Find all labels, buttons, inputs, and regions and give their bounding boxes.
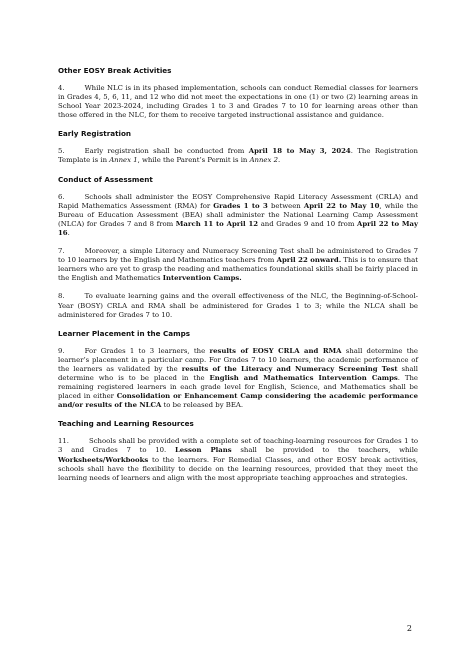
heading-teaching-resources: Teaching and Learning Resources <box>58 419 194 429</box>
paragraph-9: 9. For Grades 1 to 3 learners, the results of EOSY CRLA and RMA shall determine the learner’s placement in a particular camp. For Grades 7 to 10 learners, the academic performance of the learners as validated by the results of the Literacy and Numeracy Screening Test shall determine who is to be placed in the English and Mathematics Intervention Camps. The remaining registered learners in each grade level for English, Science, and Mathematics shall be placed in either Consolidation or Enhancement Camp considering the academic performance and/or results of the NLCA to be released by BEA. <box>58 346 418 410</box>
paragraph-6: 6. Schools shall administer the EOSY Comprehensive Rapid Literacy Assessment (CRLA) and Rapid Mathematics Assessment (RMA) for Grades 1 to 3 between April 22 to May 10, while the Bureau of Education Assessment (BEA) shall administer the National Learning Camp Assessment (NLCA) for Grades 7 and 8 from March 11 to April 12 and Grades 9 and 10 from April 22 to May 16. <box>58 192 418 237</box>
heading-early-registration: Early Registration <box>58 129 132 139</box>
page-number: 2 <box>406 624 412 633</box>
paragraph-11: 11. Schools shall be provided with a complete set of teaching-learning resources for Grades 1 to 3 and Grades 7 to 10. Lesson Plans shall be provided to the teachers, while Worksheets/Workbooks to the learners. For Remedial Classes, and other EOSY break activities, schools shall have the flexibility to decide on the learning resources, provided that they meet the learning needs of learners and align with the most appropriate teaching approaches and strategies. <box>58 437 418 482</box>
paragraph-8: 8. To evaluate learning gains and the overall effectiveness of the NLC, the Beginning-of-School-Year (BOSY) CRLA and RMA shall be administered for Grades 1 to 3; while the NLCA shall be administered for Grades 7 to 10. <box>58 292 418 319</box>
paragraph-4: 4. While NLC is in its phased implementation, schools can conduct Remedial classes for learners in Grades 4, 5, 6, 11, and 12 who did not meet the expectations in one (1) or two (2) learning areas in School Year 2023-2024, including Grades 1 to 3 and Grades 7 to 10 for learning areas other than those offered in the NLC, for them to receive targeted instructional assistance and guidance. <box>58 84 418 120</box>
document-body <box>58 66 418 492</box>
heading-conduct-of-assessment: Conduct of Assessment <box>58 174 153 184</box>
paragraph-7: 7. Moreover, a simple Literacy and Numeracy Screening Test shall be administered to Grades 7 to 10 learners by the English and Mathematics teachers from April 22 onward. This is to ensure that learners who are yet to grasp the reading and mathematics foundational skills shall be fairly placed in the English and Mathematics Intervention Camps. <box>58 247 418 283</box>
heading-other-activities: Other EOSY Break Activities <box>58 66 172 75</box>
paragraph-5: 5. Early registration shall be conducted from April 18 to May 3, 2024. The Registration Template is in Annex 1, while the Parent’s Permit is in Annex 2. <box>58 147 418 165</box>
heading-learner-placement: Learner Placement in the Camps <box>58 328 191 338</box>
